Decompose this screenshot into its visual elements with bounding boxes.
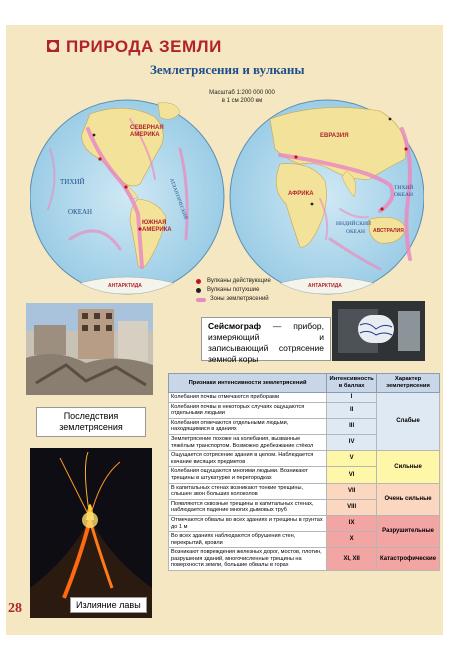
eastern-hemisphere [230,100,424,294]
map-label-antarctica-e: АНТАРКТИДА [308,283,342,289]
western-hemisphere [30,100,224,294]
row-desc: Появляются сквозные трещины в капитальных стенах, наблюдается падение многих дымовых труб [169,499,327,515]
character-destructive: Разрушительные [377,515,440,547]
lava-caption: Излияние лавы [70,597,147,613]
legend-extinct-label: Вулканы потухшие [207,287,260,293]
table-row [169,548,440,571]
map-label-america-s: АМЕРИКА [142,227,172,233]
row-points: XI, XII [327,548,377,571]
scale-distance: в 1 см 2000 км [221,98,263,104]
row-points: II [327,402,377,418]
row-desc: Колебания ощущаются многими людьми. Возникают трещины в штукатурке и перегородках [169,467,327,483]
row-points: VII [327,483,377,499]
row-points: V [327,451,377,467]
map-label-antarctica-w: АНТАРКТИДА [108,283,142,289]
row-points: VIII [327,499,377,515]
row-desc: Отмечаются обвалы во всех зданиях и трещины в грунтах до 1 м [169,515,327,531]
row-desc: Колебания отмечаются отдельными людьми, находящимися в зданиях [169,418,327,434]
seismograph-term: Сейсмограф [208,321,262,331]
lava-eruption-photo [30,448,152,618]
header-intensity: Интенсивность в баллах [327,374,377,393]
legend-active-volcano [196,277,271,286]
map-label-america-n: АМЕРИКА [130,132,160,138]
row-points: IV [327,434,377,450]
table-row [169,515,440,531]
legend-active-label: Вулканы действующие [207,278,271,284]
character-weak: Слабые [377,393,440,451]
seismograph-photo [332,301,425,361]
legend-seismic-zone [196,295,271,304]
map-label-australia: АВСТРАЛИЯ [373,228,404,234]
row-desc: Колебания почвы в некоторых случаях ощущаются отдельными людьми [169,402,327,418]
map-label-north: СЕВЕРНАЯ [130,125,164,131]
earthquake-intensity-table [168,373,440,571]
map-label-atlantic: АТЛАНТИЧЕСКИЙ [168,177,188,221]
legend-zones-label: Зоны землетрясений [210,296,269,302]
scale-ratio: Масштаб 1:200 000 000 [209,90,275,96]
header-signs: Признаки интенсивности землетрясений [169,374,327,393]
map-label-pacific-e: ТИХИЙ [394,185,414,191]
earthquake-aftermath-photo [26,303,153,395]
map-label-africa: АФРИКА [288,191,314,197]
map-label-indian: ИНДИЙСКИЙ [336,221,371,227]
hemispheres-map [30,89,424,309]
atlas-logo-icon [46,39,60,53]
extinct-volcano-icon [196,288,201,293]
map-label-pacific: ТИХИЙ [60,178,85,186]
table-row [169,393,440,403]
legend-extinct-volcano [196,286,271,295]
textbook-page [6,25,443,635]
row-points: VI [327,467,377,483]
map-label-eurasia: ЕВРАЗИЯ [320,133,349,139]
map-label-ocean: ОКЕАН [68,208,93,216]
page-number: 28 [8,601,22,616]
seismograph-desc: — прибор, измеряющий и записывающий сотрясение земной коры [208,321,324,364]
row-points: IX [327,515,377,531]
character-strong: Сильные [377,451,440,483]
page-subtitle: Землетрясения и вулканы [150,62,305,77]
row-desc: В капитальных стенах возникают тонкие трещины, слышен звон больших колоколов [169,483,327,499]
table-row [169,483,440,499]
row-points: I [327,393,377,403]
row-points: III [327,418,377,434]
row-desc: Колебания почвы отмечаются приборами [169,393,327,403]
character-very-strong: Очень сильные [377,483,440,515]
header-character: Характер землетрясения [377,374,440,393]
row-desc: Во всех зданиях наблюдаются обрушения стен, перекрытий, кровли [169,532,327,548]
seismic-zone-icon [196,298,206,302]
row-desc: Возникают повреждения железных дорог, мостов, плотин, разрушения зданий, многочисленные трещины на поверхности земли, большие обвалы в горах [169,548,327,571]
table-row [169,451,440,467]
table-header-row [169,374,440,393]
aftermath-caption: Последствия землетрясения [36,407,146,437]
character-catastrophic: Катастрофические [377,548,440,571]
seismograph-definition [201,317,331,364]
map-label-indian-ocean: ОКЕАН [346,229,365,235]
map-label-ocean-e: ОКЕАН [394,192,413,198]
row-desc: Ощущается сотрясение здания в целом. Наблюдается качание висящих предметов [169,451,327,467]
page-title: ПРИРОДА ЗЕМЛИ [66,37,222,56]
row-desc: Землетрясение похоже на колебания, вызванные тяжёлым транспортом. Возможно дребезжание стёкол [169,434,327,450]
map-label-south: ЮЖНАЯ [142,220,167,226]
active-volcano-icon [196,279,201,284]
map-scale [202,89,282,105]
row-points: X [327,532,377,548]
map-legend [196,277,271,304]
